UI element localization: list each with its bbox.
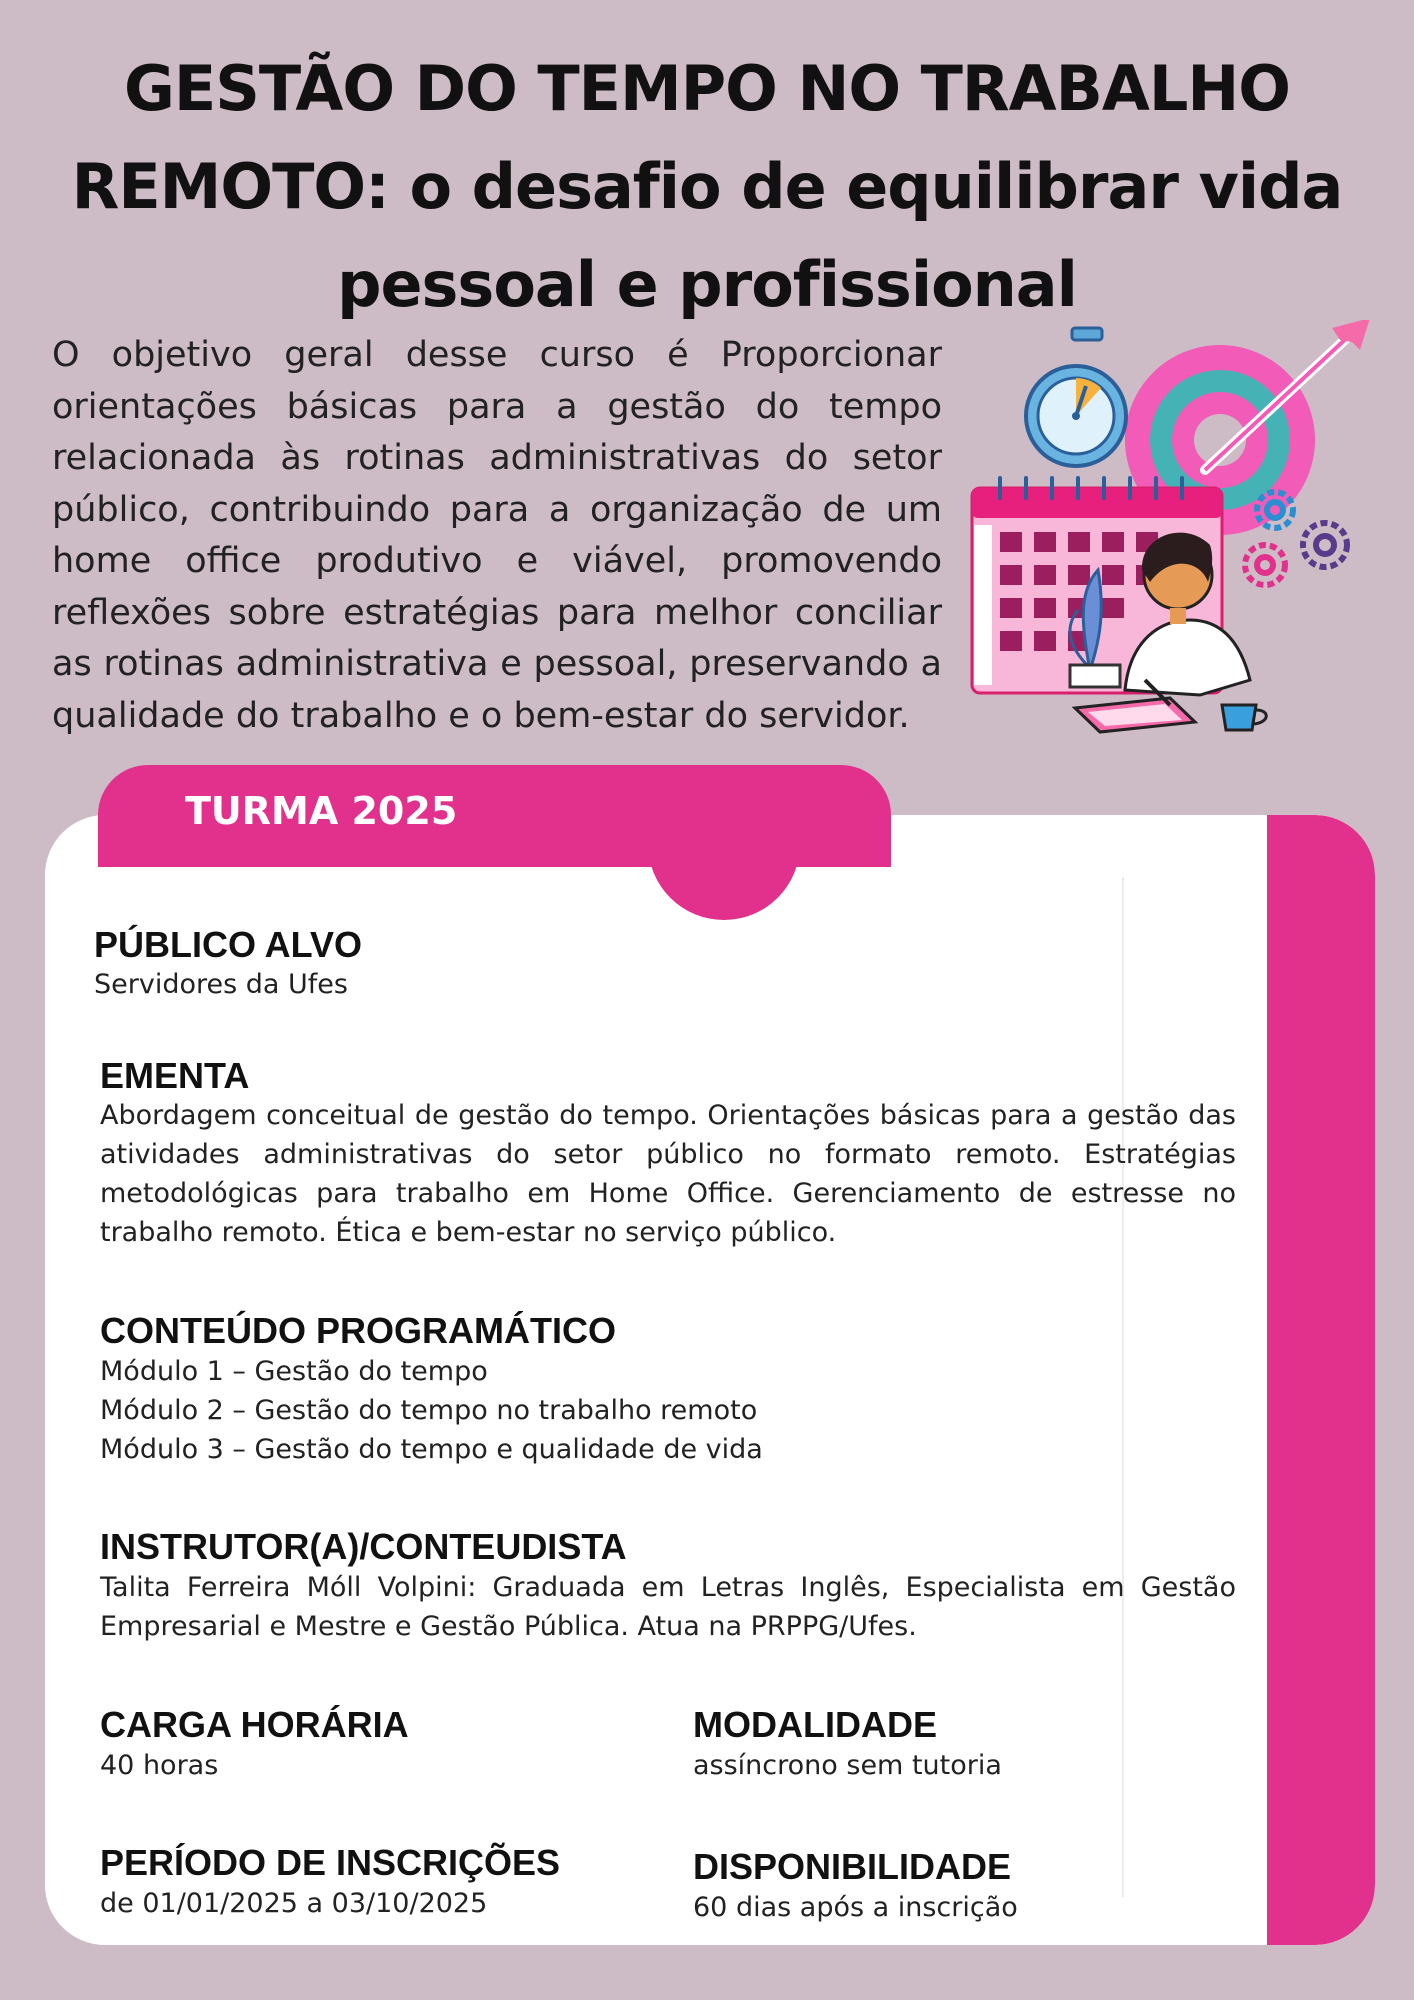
turma-tab-bulge <box>648 768 800 920</box>
gear-icon <box>1245 492 1347 585</box>
turma-label: TURMA 2025 <box>185 789 458 833</box>
course-objective: O objetivo geral desse curso é Proporcionar orientações básicas para a gestão do tempo relacionada às rotinas administrativas do setor público, contribuindo para a organização de um home office produtivo e viável, promovendo reflexões sobre estratégias para melhor conciliar as rotinas administrativa e pessoal, preservando a qualidade do trabalho e o bem-estar do servidor. <box>52 335 942 736</box>
page-title <box>40 40 1374 334</box>
instrutor-text: Talita Ferreira Móll Volpini: Graduada em Letras Inglês, Especialista em Gestão Empresarial e Mestre e Gestão Pública. Atua na PRPPG/Ufes. <box>100 1572 1236 1642</box>
instrutor-heading: INSTRUTOR(A)/CONTEUDISTA <box>100 1526 627 1567</box>
carga-heading: CARGA HORÁRIA <box>100 1704 409 1745</box>
card-accent-bar <box>1267 815 1375 1945</box>
ementa-heading: EMENTA <box>100 1055 250 1096</box>
coffee-cup-icon <box>1222 705 1266 730</box>
stopwatch-icon <box>1026 328 1126 466</box>
modalidade-heading: MODALIDADE <box>693 1704 937 1745</box>
title-line-2: REMOTO: o desafio de equilibrar vida <box>71 150 1343 223</box>
modalidade-text: assíncrono sem tutoria <box>693 1750 1002 1781</box>
conteudo-heading: CONTEÚDO PROGRAMÁTICO <box>100 1310 616 1351</box>
card-divider <box>1122 877 1124 1897</box>
ementa-text: Abordagem conceitual de gestão do tempo. Orientações básicas para a gestão das atividades administrativas do setor público no formato remoto. Estratégias metodológicas para trabalho em Home Office. Gerenciamento de estresse no trabalho remoto. Ética e bem-estar no serviço público. <box>100 1100 1236 1248</box>
time-management-illustration <box>960 320 1380 750</box>
disponibilidade-text: 60 dias após a inscrição <box>693 1892 1018 1923</box>
modules-list <box>100 1352 763 1469</box>
disponibilidade-heading: DISPONIBILIDADE <box>693 1846 1012 1887</box>
module-item: Módulo 1 – Gestão do tempo <box>100 1356 488 1387</box>
module-item: Módulo 2 – Gestão do tempo no trabalho remoto <box>100 1395 758 1426</box>
publico-heading: PÚBLICO ALVO <box>94 924 362 965</box>
title-line-3: pessoal e profissional <box>337 248 1077 321</box>
publico-text: Servidores da Ufes <box>94 969 348 1000</box>
title-line-1: GESTÃO DO TEMPO NO TRABALHO <box>123 52 1290 125</box>
carga-text: 40 horas <box>100 1750 219 1781</box>
periodo-text: de 01/01/2025 a 03/10/2025 <box>100 1888 488 1919</box>
module-item: Módulo 3 – Gestão do tempo e qualidade de vida <box>100 1434 763 1465</box>
periodo-heading: PERÍODO DE INSCRIÇÕES <box>100 1842 561 1883</box>
